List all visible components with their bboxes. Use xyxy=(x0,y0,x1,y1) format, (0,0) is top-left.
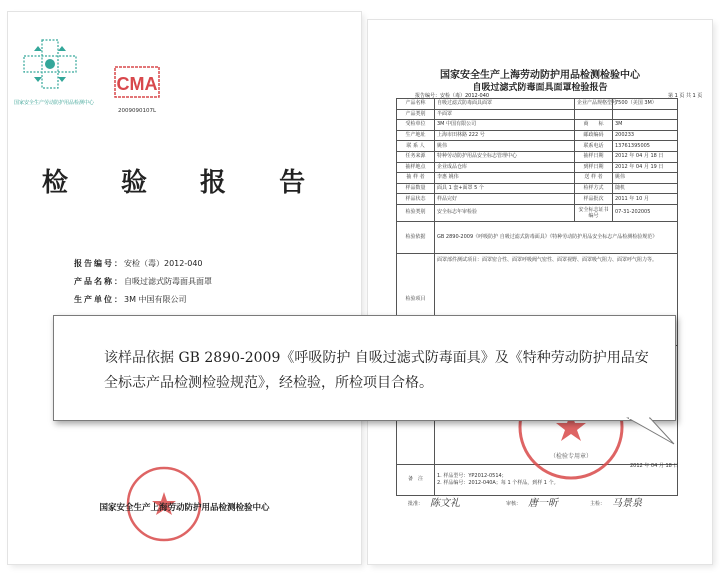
table-row xyxy=(397,194,678,205)
row-value-2: 2012 年 04 月 19 日 xyxy=(613,162,678,173)
report-page-number: 第 1 页 共 1 页 xyxy=(668,93,703,99)
row-value-2: 7500（美国 3M） xyxy=(613,99,678,110)
table-row xyxy=(397,120,678,131)
row-label: 产品类别 xyxy=(397,109,435,120)
report-number-value: 安检（毒）2012-040 xyxy=(124,259,203,268)
row-label: 抽样地点 xyxy=(397,162,435,173)
row-value-2: 2012 年 04 月 18 日 xyxy=(613,151,678,162)
row-value-2: 2011 年 10 月 xyxy=(613,194,678,205)
table-row xyxy=(397,204,678,221)
table-row xyxy=(397,221,678,253)
cover-product-name xyxy=(74,276,212,287)
row-value: 面具 1 套+面罩 5 个 xyxy=(435,183,575,194)
row-label-2: 联系电话 xyxy=(575,141,613,152)
tester-signature: 马景泉 xyxy=(612,498,642,509)
report-org-title: 国家安全生产上海劳动防护用品检测检验中心 xyxy=(440,70,640,81)
manufacturer-value: 3M 中国有限公司 xyxy=(124,295,187,304)
review-signature: 唐一昕 xyxy=(528,498,558,509)
product-name-label: 产品名称： xyxy=(74,276,124,286)
review-label: 审核： xyxy=(506,501,522,507)
logo-caption: 国家安全生产劳动防护用品检测中心 xyxy=(14,100,95,106)
row-label: 生产地址 xyxy=(397,130,435,141)
cover-manufacturer xyxy=(74,294,187,305)
row-value: 半面罩 xyxy=(435,109,575,120)
remark-label: 备 注 xyxy=(397,464,435,495)
row-value-2: 200233 xyxy=(613,130,678,141)
tester-label: 主检： xyxy=(590,501,606,507)
conclusion-callout xyxy=(53,315,676,421)
row-label: 受检单位 xyxy=(397,120,435,131)
table-row xyxy=(397,151,678,162)
callout-pointer-icon xyxy=(628,418,678,446)
cover-report-number xyxy=(74,258,203,269)
row-label-2: 样品批次 xyxy=(575,194,613,205)
row-value-2: 姚伟 xyxy=(613,173,678,184)
row-value: 上海市田林路 222 号 xyxy=(435,130,575,141)
inspection-seal-caption: （检验专用章） xyxy=(549,453,593,460)
cma-mark-icon xyxy=(114,66,160,104)
table-row xyxy=(397,141,678,152)
row-label-2: 邮政编码 xyxy=(575,130,613,141)
table-row xyxy=(397,109,678,120)
row-label-2: 抽样日期 xyxy=(575,151,613,162)
report-detail-page xyxy=(368,20,712,564)
report-number-label: 报告编号： xyxy=(74,258,124,268)
row-value: 姚伟 xyxy=(435,141,575,152)
table-row xyxy=(397,183,678,194)
table-row xyxy=(397,162,678,173)
row-label-2 xyxy=(575,109,613,120)
row-label: 抽 样 者 xyxy=(397,173,435,184)
report-number: 报告编号：安检（毒）2012-040 xyxy=(415,93,490,99)
row-label: 任务来源 xyxy=(397,151,435,162)
standard-value: GB 2890-2009《呼吸防护 自吸过滤式防毒面具》《特种劳动防护用品安全标志产品检测检验规范》 xyxy=(435,221,678,253)
standard-label: 检验依据 xyxy=(397,221,435,253)
row-value-2: 3M xyxy=(613,120,678,131)
cover-title: 检 验 报 告 xyxy=(41,168,328,198)
remark-line-2: 2. 样品编号：2012-040A；每 1 个样品，到样 1 个。 xyxy=(437,479,559,486)
remark-line-1: 1. 样品型号：YP2012-0514； xyxy=(437,472,507,479)
report-cover-page xyxy=(8,12,361,564)
cover-footer-organization: 国家安全生产上海劳动防护用品检测检验中心 xyxy=(99,503,270,513)
row-value: 样品完好 xyxy=(435,194,575,205)
test-items-value: 面罩部件测试项目：面罩密合性、面罩呼吸阀气密性、面罩视野、面罩吸气阻力、面罩呼气阻力等。 xyxy=(435,253,678,345)
row-value: 3M 中国有限公司 xyxy=(435,120,575,131)
row-value-2: 13761395005 xyxy=(613,141,678,152)
row-label-2: 检样方式 xyxy=(575,183,613,194)
cma-mark-text: CMA xyxy=(116,74,158,94)
approve-signature: 陈文礼 xyxy=(430,498,460,509)
safety-cross-logo-icon xyxy=(18,36,82,92)
row-label-2: 送 样 者 xyxy=(575,173,613,184)
row-label: 样品状态 xyxy=(397,194,435,205)
cma-cert-number: 2009090107L xyxy=(118,108,157,114)
row-value: 特种劳动防护用品安全标志管理中心 xyxy=(435,151,575,162)
row-label-2: 企业产品规格型号 xyxy=(575,99,613,110)
row-value: 李惠 姚伟 xyxy=(435,173,575,184)
row-value-2: 随机 xyxy=(613,183,678,194)
table-row xyxy=(397,173,678,184)
table-row xyxy=(397,130,678,141)
cert-no-label: 安全标志证书编号 xyxy=(575,204,613,221)
row-label-2: 商 标 xyxy=(575,120,613,131)
test-type-label: 检验类别 xyxy=(397,204,435,221)
test-items-label: 检验项目 xyxy=(397,253,435,345)
report-title: 自吸过滤式防毒面具面罩检验报告 xyxy=(472,83,608,93)
row-label: 样品数量 xyxy=(397,183,435,194)
test-type-value: 安全标志年审检验 xyxy=(435,204,575,221)
row-value: 企业成品仓库 xyxy=(435,162,575,173)
product-name-value: 自吸过滤式防毒面具面罩 xyxy=(124,277,212,286)
callout-text: 该样品依据 GB 2890-2009《呼吸防护 自吸过滤式防毒面具》及《特种劳动防护用品安全标志产品检测检验规范》，经检验，所检项目合格。 xyxy=(104,350,649,391)
row-label: 产品名称 xyxy=(397,99,435,110)
row-value: 自吸过滤式防毒面具面罩 xyxy=(435,99,575,110)
table-row xyxy=(397,99,678,110)
approve-label: 批准： xyxy=(408,501,424,507)
cert-no-value: 07-31-202005 xyxy=(613,204,678,221)
manufacturer-label: 生产单位： xyxy=(74,294,124,304)
row-label: 联 系 人 xyxy=(397,141,435,152)
row-label-2: 到样日期 xyxy=(575,162,613,173)
seal-date: 2012 年 04 月 18 日 xyxy=(630,463,679,469)
row-value-2 xyxy=(613,109,678,120)
